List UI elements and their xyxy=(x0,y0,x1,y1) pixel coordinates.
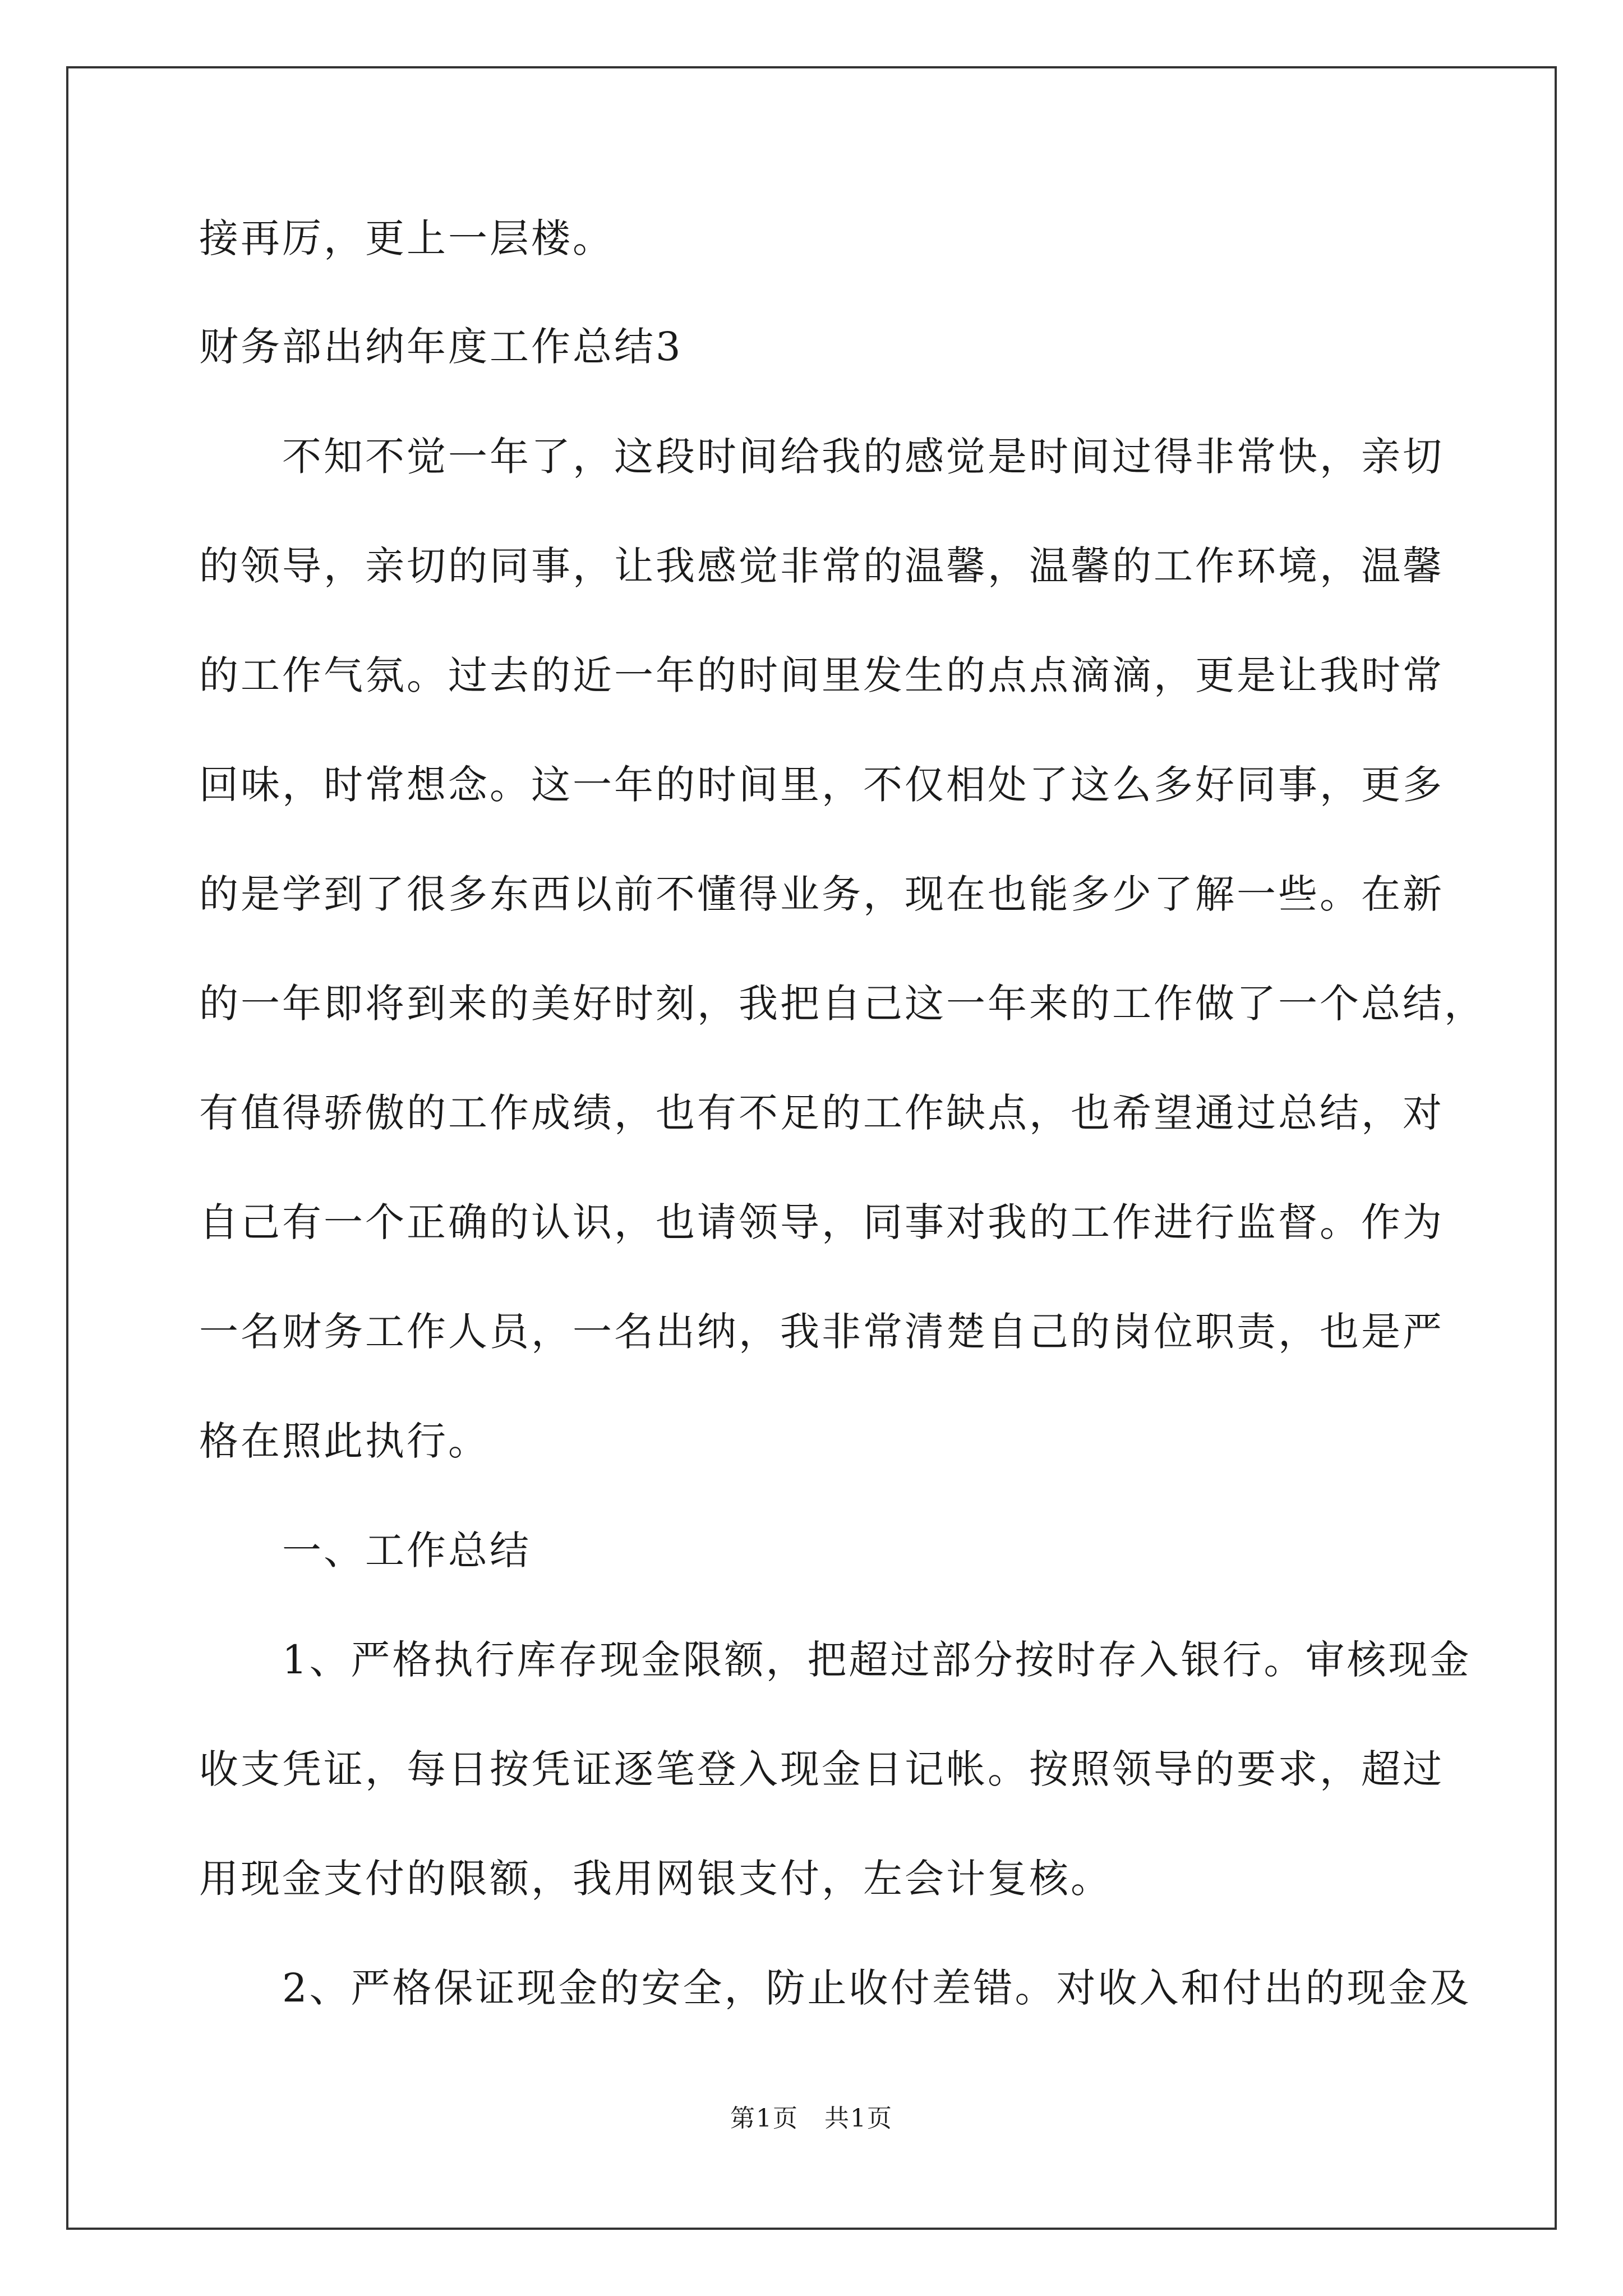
page-border xyxy=(66,66,1557,2230)
text-line: 的是学到了很多东西以前不懂得业务，现在也能多少了解一些。在新 xyxy=(199,871,1444,917)
text-line: 1、严格执行库存现金限额，把超过部分按时存入银行。审核现金 xyxy=(199,1637,1472,1683)
page-number-footer: 第1页 共1页 xyxy=(730,2104,893,2133)
text-line: 2、严格保证现金的安全，防止收付差错。对收入和付出的现金及 xyxy=(199,1965,1472,2011)
text-line: 收支凭证，每日按凭证逐笔登入现金日记帐。按照领导的要求，超过 xyxy=(199,1746,1444,1792)
text-line: 格在照此执行。 xyxy=(199,1418,490,1464)
text-line: 用现金支付的限额，我用网银支付，左会计复核。 xyxy=(199,1856,1112,1902)
text-line: 自己有一个正确的认识，也请领导，同事对我的工作进行监督。作为 xyxy=(199,1199,1444,1245)
text-line: 的一年即将到来的美好时刻，我把自己这一年来的工作做了一个总结， xyxy=(199,981,1486,1027)
section-title: 财务部出纳年度工作总结3 xyxy=(199,324,683,370)
text-line: 接再厉，更上一层楼。 xyxy=(199,215,614,261)
text-line: 有值得骄傲的工作成绩，也有不足的工作缺点，也希望通过总结，对 xyxy=(199,1090,1444,1136)
text-line: 的工作气氛。过去的近一年的时间里发生的点点滴滴，更是让我时常 xyxy=(199,652,1444,698)
subheading: 一、工作总结 xyxy=(199,1527,531,1573)
text-line: 的领导，亲切的同事，让我感觉非常的温馨，温馨的工作环境，温馨 xyxy=(199,543,1444,589)
text-line: 一名财务工作人员，一名出纳，我非常清楚自己的岗位职责，也是严 xyxy=(199,1309,1444,1355)
text-line: 回味，时常想念。这一年的时间里，不仅相处了这么多好同事，更多 xyxy=(199,762,1444,808)
text-line: 不知不觉一年了，这段时间给我的感觉是时间过得非常快，亲切 xyxy=(199,434,1444,480)
